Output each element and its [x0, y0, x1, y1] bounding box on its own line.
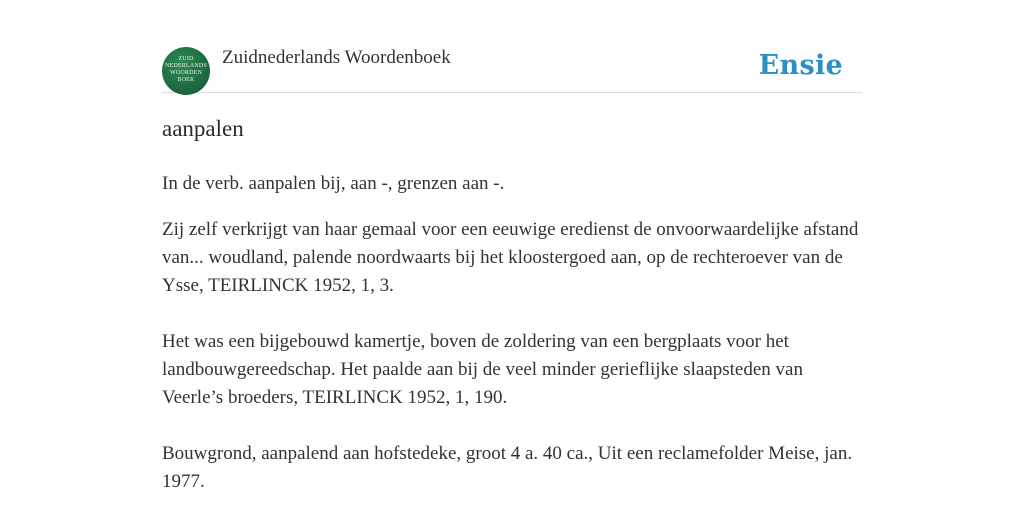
- example-list: [162, 216, 862, 524]
- example-quote: Bouwgrond, aanpalend aan hofstedeke, groot 4 a. 40 ca., Uit een reclamefolder Meise, jan. 1977.: [162, 443, 853, 492]
- entry-card: [162, 0, 862, 492]
- source-header: [162, 0, 862, 93]
- definition: In de verb. aanpalen bij, aan -, grenzen aan -.: [162, 173, 505, 194]
- headword: aanpalen: [162, 116, 244, 141]
- ensie-logo[interactable]: Ensie: [758, 50, 843, 81]
- example-quote: Zij zelf verkrijgt van haar gemaal voor een eeuwige eredienst de onvoorwaardelijke afstand van... woudland, palende noordwaarts bij het kloostergoed aan, op de rechteroever van de Ysse, TEIRLINCK 1952, 1, 3.: [162, 219, 859, 296]
- example-quote: Het was een bijgebouwd kamertje, boven de zoldering van een bergplaats voor het landbouwgereedschap. Het paalde aan bij de veel minder gerieflijke slaapsteden van Veerle’s broeders, TEIRLINCK 1952, 1, 190.: [162, 331, 803, 408]
- logo-text: ZUID NEDERLANDS WOORDEN BOEK: [165, 56, 207, 83]
- source-logo[interactable]: [162, 47, 210, 95]
- source-title[interactable]: Zuidnederlands Woordenboek: [222, 47, 451, 68]
